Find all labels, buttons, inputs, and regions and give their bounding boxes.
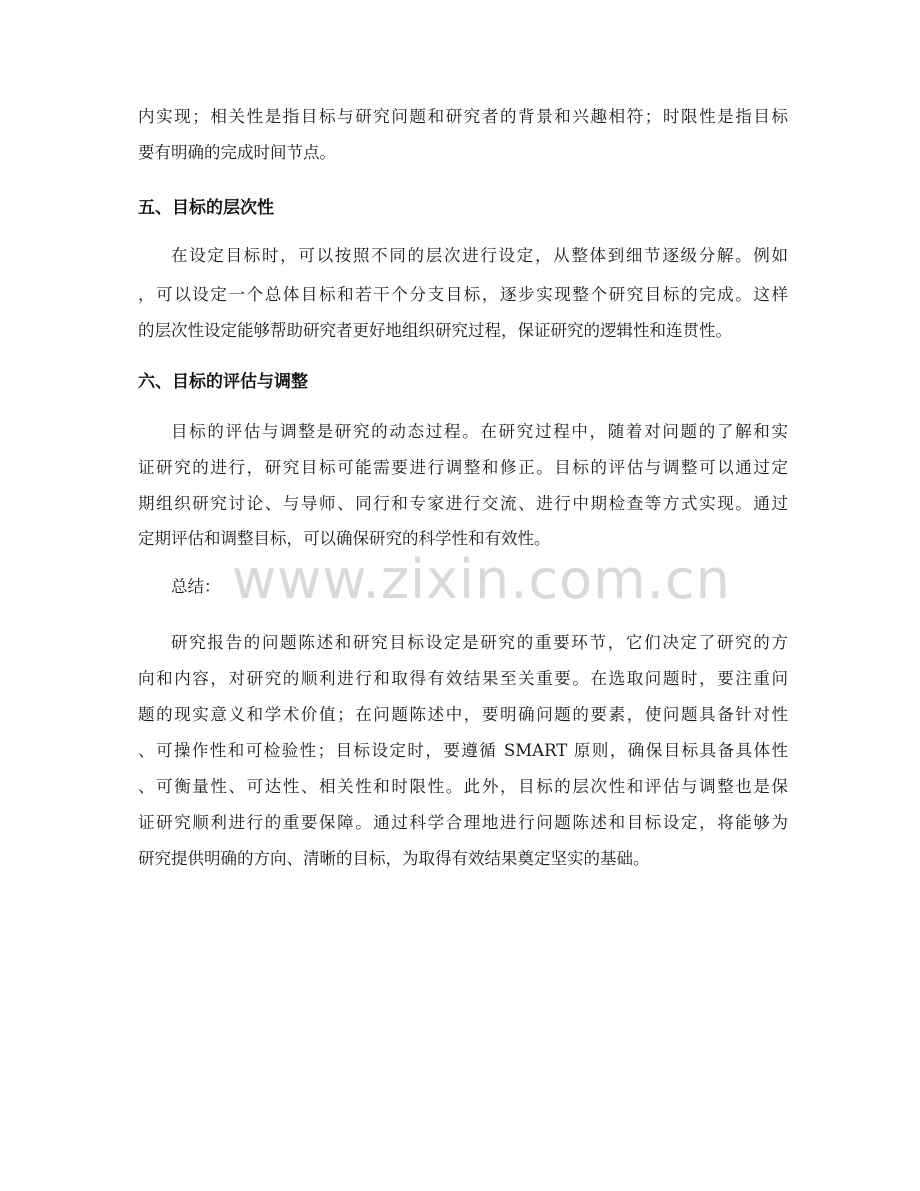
section-6-heading: 六、目标的评估与调整 <box>138 372 308 392</box>
summary-line-3: 题的现实意义和学术价值；在问题陈述中，要明确问题的要素，使问题具备针对性 <box>138 705 788 724</box>
summary-line-5: 、可衡量性、可达性、相关性和时限性。此外，目标的层次性和评估与调整也是保 <box>138 777 788 796</box>
section-6-line-2: 证研究的进行，研究目标可能需要进行调整和修正。目标的评估与调整可以通过定 <box>138 458 788 477</box>
section-6-line-4: 定期评估和调整目标，可以确保研究的科学性和有效性。 <box>138 529 551 548</box>
intro-line-2: 要有明确的完成时间节点。 <box>138 143 336 162</box>
section-6-line-1: 目标的评估与调整是研究的动态过程。在研究过程中，随着对问题的了解和实 <box>171 422 788 441</box>
summary-line-2: 向和内容，对研究的顺利进行和取得有效结果至关重要。在选取问题时，要注重问 <box>138 669 788 688</box>
section-5-heading: 五、目标的层次性 <box>138 198 274 218</box>
section-6-line-3: 期组织研究讨论、与导师、同行和专家进行交流、进行中期检查等方式实现。通过 <box>138 494 788 513</box>
section-5-line-2: ，可以设定一个总体目标和若干个分支目标，逐步实现整个研究目标的完成。这样 <box>138 285 788 304</box>
watermark: www.zixin.com.cn <box>232 548 731 611</box>
summary-line-6: 证研究顺利进行的重要保障。通过科学合理地进行问题陈述和目标设定，将能够为 <box>138 813 788 832</box>
section-5-line-1: 在设定目标时，可以按照不同的层次进行设定，从整体到细节逐级分解。例如 <box>171 246 788 265</box>
section-5-line-3: 的层次性设定能够帮助研究者更好地组织研究过程，保证研究的逻辑性和连贯性。 <box>138 321 732 340</box>
summary-line-4: 、可操作性和可检验性；目标设定时，要遵循 SMART 原则，确保目标具备具体性 <box>138 741 788 760</box>
summary-line-1: 研究报告的问题陈述和研究目标设定是研究的重要环节，它们决定了研究的方 <box>171 633 788 652</box>
summary-label: 总结： <box>171 577 221 596</box>
summary-line-7: 研究提供明确的方向、清晰的目标，为取得有效结果奠定坚实的基础。 <box>138 849 650 868</box>
intro-line-1: 内实现；相关性是指目标与研究问题和研究者的背景和兴趣相符；时限性是指目标 <box>138 107 788 126</box>
